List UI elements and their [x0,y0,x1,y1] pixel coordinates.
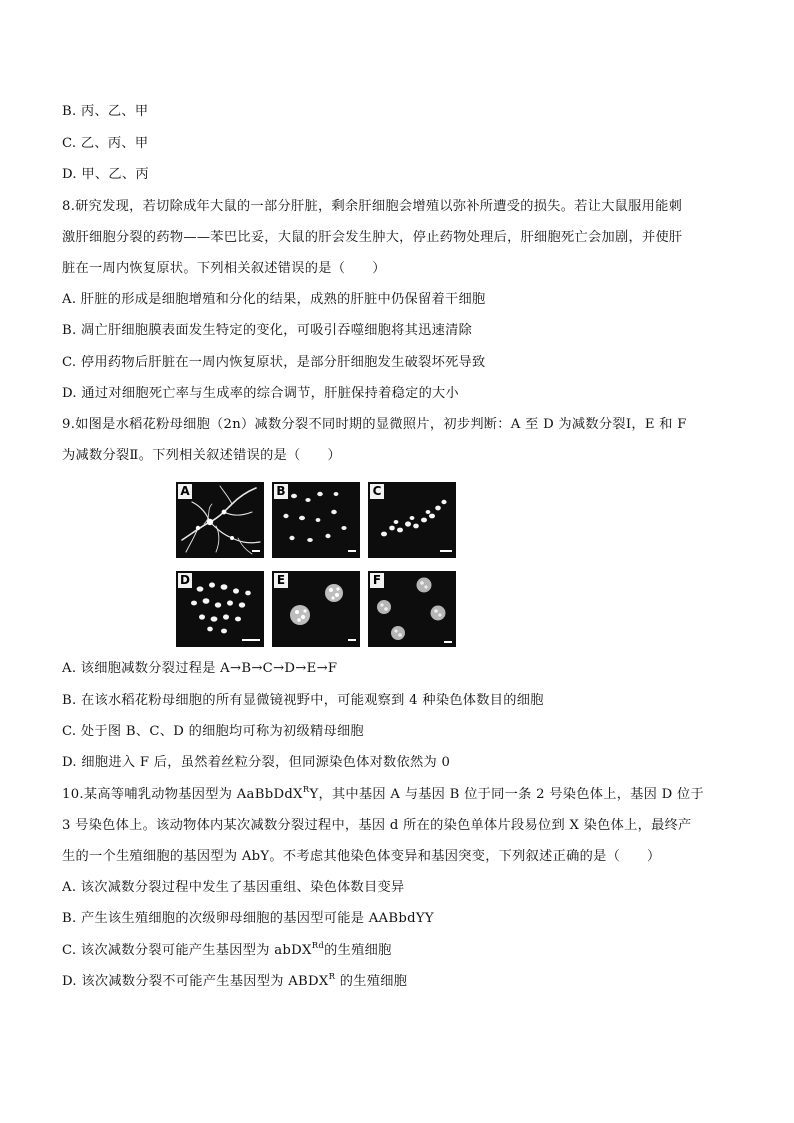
q7-option-d: D. 甲、乙、丙 [62,167,149,182]
q8-option-a: A. 肝脏的形成是细胞增殖和分化的结果，成熟的肝脏中仍保留着干细胞 [62,292,486,307]
micrograph-panel-d [176,571,264,647]
q10-stem-line-2: 3 号染色体上。该动物体内某次减数分裂过程中，基因 d 所在的染色单体片段易位到 X 染色体上，最终产 [62,818,692,833]
q10-stem-line-1-end: Y，其中基因 A 与基因 B 位于同一条 2 号染色体上，基因 D 位于 [309,787,704,802]
panel-f-label: F [370,573,384,588]
q10-option-c [62,942,392,960]
q9-option-a: A. 该细胞减数分裂过程是 A→B→C→D→E→F [62,661,338,676]
micrograph-panel-b [272,482,360,558]
q10-option-c-start: C. 该次减数分裂可能产生基因型为 abDX [62,943,312,958]
q10-option-c-superscript: Rd [311,941,325,951]
q7-option-c: C. 乙、丙、甲 [62,136,149,151]
q8-option-c: C. 停用药物后肝脏在一周内恢复原状，是部分肝细胞发生破裂坏死导致 [62,355,486,370]
q10-stem-line-1 [62,786,704,804]
q8-stem-line-2: 激肝细胞分裂的药物——苯巴比妥，大鼠的肝会发生肿大，停止药物处理后，肝细胞死亡会加剧，并使肝 [62,230,683,245]
q9-option-b: B. 在该水稻花粉母细胞的所有显微镜视野中，可能观察到 4 种染色体数目的细胞 [62,693,544,708]
micrograph-figure [176,482,456,650]
q10-option-d-end: 的生殖细胞 [335,974,408,989]
q10-option-a: A. 该次减数分裂过程中发生了基因重组、染色体数目变异 [62,880,405,895]
q10-option-d-superscript: R [328,972,336,982]
q9-option-d: D. 细胞进入 F 后，虽然着丝粒分裂，但同源染色体对数依然为 0 [62,755,451,770]
q8-stem-line-1: 8.研究发现，若切除成年大鼠的一部分肝脏，剩余肝细胞会增殖以弥补所遭受的损失。若让大鼠服用能刺 [62,199,683,214]
q10-option-d [62,973,407,991]
q7-option-b: B. 丙、乙、甲 [62,104,149,119]
micrograph-panel-e [272,571,360,647]
panel-d-label: D [178,573,192,588]
q8-stem-line-3: 脏在一周内恢复原状。下列相关叙述错误的是（ ） [62,261,386,276]
panel-e-label: E [274,573,288,588]
q10-option-b: B. 产生该生殖细胞的次级卵母细胞的基因型可能是 AABbdYY [62,911,434,926]
micrograph-panel-c [368,482,456,558]
q8-option-d: D. 通过对细胞死亡率与生成率的综合调节，肝脏保持着稳定的大小 [62,386,460,401]
q10-genotype-superscript: R [302,785,310,795]
panel-b-label: B [274,484,288,499]
q10-stem-line-1-start: 10.某高等哺乳动物基因型为 AaBbDdX [62,787,303,802]
q8-option-b: B. 凋亡肝细胞膜表面发生特定的变化，可吸引吞噬细胞将其迅速清除 [62,323,473,338]
q10-stem-line-3: 生的一个生殖细胞的基因型为 AbY。不考虑其他染色体变异和基因突变，下列叙述正确的是（ ） [62,849,661,864]
micrograph-panel-a [176,482,264,558]
q9-stem-line-1: 9.如图是水稻花粉母细胞（2n）减数分裂不同时期的显微照片，初步判断：A 至 D 为减数分裂Ⅰ，E 和 F [62,417,687,432]
panel-c-label: C [370,484,384,499]
q9-option-c: C. 处于图 B、C、D 的细胞均可称为初级精母细胞 [62,724,364,739]
q10-option-d-start: D. 该次减数分裂不可能产生基因型为 ABDX [62,974,329,989]
q10-option-c-end: 的生殖细胞 [324,943,392,958]
panel-a-label: A [178,484,192,499]
q9-stem-line-2: 为减数分裂Ⅱ。下列相关叙述错误的是（ ） [62,448,342,463]
micrograph-panel-f [368,571,456,647]
